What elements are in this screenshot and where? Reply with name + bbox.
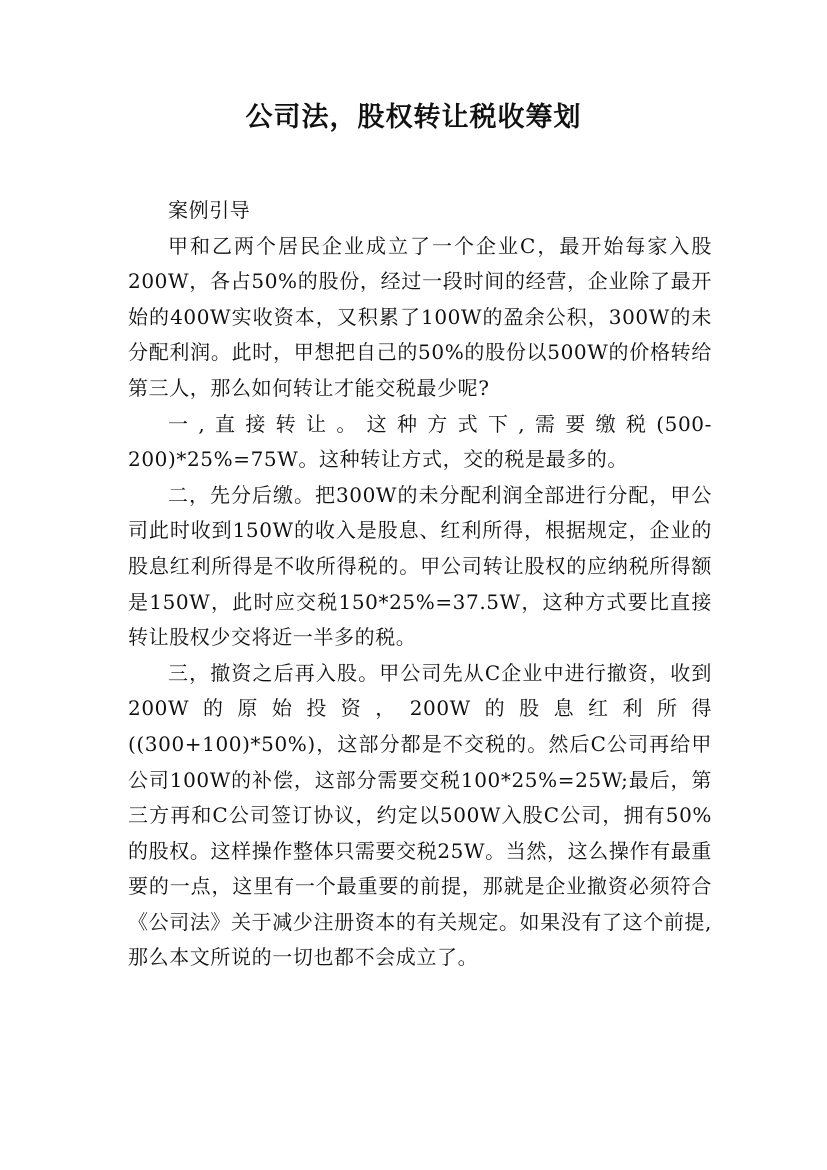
- paragraph-method-3: 三，撤资之后再入股。甲公司先从C企业中进行撤资，收到200W的原始投资，200W的股息红利所得((300+100)*50%)，这部分都是不交税的。然后C公司再给甲公司100W的补偿，这部分需要交税100*25%=25W;最后，第三方再和C公司签订协议，约定以500W入股C公司，拥有50%的股权。这样操作整体只需要交税25W。当然，这么操作有最重要的一点，这里有一个最重要的前提，那就是企业撤资必须符合《公司法》关于减少注册资本的有关规定。如果没有了这个前提,那么本文所说的一切也都不会成立了。: [128, 660, 712, 970]
- paragraph-case: 甲和乙两个居民企业成立了一个企业C，最开始每家入股200W，各占50%的股份，经过一段时间的经营，企业除了最开始的400W实收资本，又积累了100W的盈余公积，300W的未分配利润。此时，甲想把自己的50%的股份以500W的价格转给第三人，那么如何转让才能交税最少呢?: [128, 233, 712, 400]
- document-title: 公司法，股权转让税收筹划: [245, 102, 582, 133]
- section-heading: 案例引导: [168, 198, 251, 222]
- paragraph-method-1: 一,直接转让。这种方式下,需要缴税(500-200)*25%=75W。这种转让方式，交的税是最多的。: [128, 411, 712, 472]
- document-body: [128, 193, 712, 976]
- paragraph-method-2: 二，先分后缴。把300W的未分配利润全部进行分配，甲公司此时收到150W的收入是股息、红利所得，根据规定，企业的股息红利所得是不收所得税的。甲公司转让股权的应纳税所得额是150W，此时应交税150*25%=37.5W，这种方式要比直接转让股权少交将近一半多的税。: [128, 482, 712, 650]
